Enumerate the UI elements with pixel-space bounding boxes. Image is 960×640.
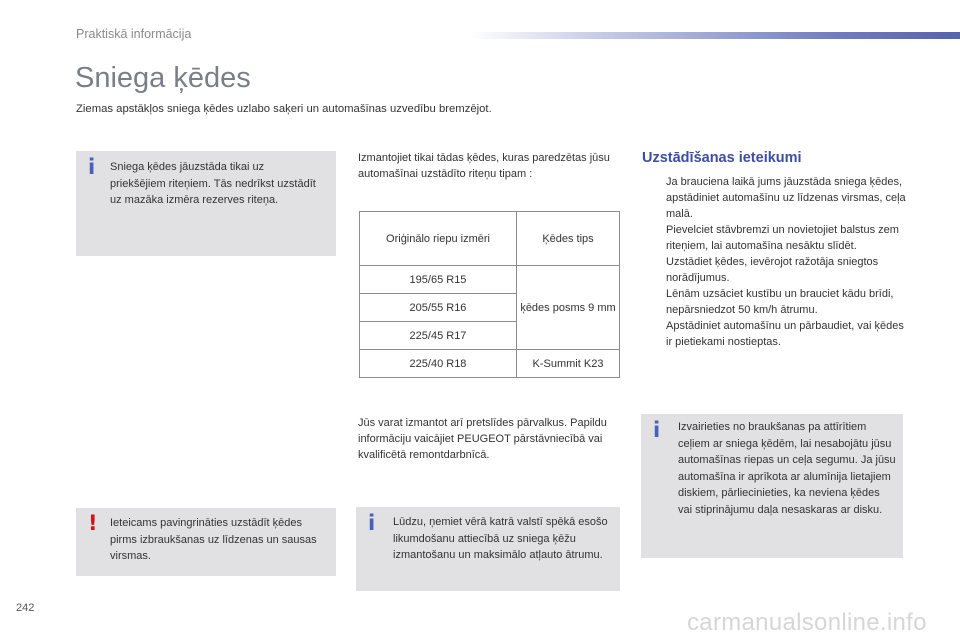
fitting-advice-list — [642, 174, 907, 350]
table-cell-tire-size: 225/40 R18 — [360, 350, 517, 378]
info-box-legislation — [356, 507, 620, 591]
chain-usage-text: Izmantojiet tikai tādas ķēdes, kuras paredzētas jūsu automašīnai uzstādīto riteņu tipam : — [358, 152, 610, 180]
intro-text: Ziemas apstākļos sniega ķēdes uzlabo saķeri un automašīnas uzvedību bremzējot. — [76, 103, 492, 115]
section-header: Praktiskā informācija — [76, 27, 192, 41]
info-rims-text: Izvairieties no braukšanas pa attīrītiem ceļiem ar sniega ķēdēm, lai nesabojātu jūsu automašīnas riepas un ceļa segumu. Ja jūsu automašīna ir aprīkota ar alumīnija lietajiem diskiem, pārliecinieties, ka neviena ķēdes vai stiprinājumu daļa nesaskaras ar disku. — [678, 421, 896, 516]
list-item: Lēnām uzsāciet kustību un brauciet kādu brīdi, nepārsniedzot 50 km/h ātrumu. — [666, 288, 894, 316]
table-header-chain-type: Ķēdes tips — [517, 212, 620, 266]
tire-chain-table — [359, 211, 620, 378]
anti-skid-covers-text: Jūs varat izmantot arī pretslīdes pārvalkus. Papildu informāciju vaicājiet PEUGEOT pārstāvniecībā vai kvalificētā remontdarbnīcā. — [358, 417, 607, 461]
page-number: 242 — [16, 602, 35, 614]
warning-box-practice — [76, 508, 336, 576]
table-cell-tire-size: 195/65 R15 — [360, 266, 517, 294]
list-item: Ja brauciena laikā jums jāuzstāda sniega ķēdes, apstādiniet automašīnu uz līdzenas virsmas, ceļa malā. — [666, 176, 906, 220]
list-item: Apstādiniet automašīnu un pārbaudiet, vai ķēdes ir pietiekami nostieptas. — [666, 320, 904, 348]
table-cell-chain-type: K-Summit K23 — [517, 350, 620, 378]
warning-practice-text: Ieteicams pavingrināties uzstādīt ķēdes pirms izbraukšanas uz līdzenas un sausas virsmas. — [110, 517, 317, 562]
list-item: Uzstādiet ķēdes, ievērojot ražotāja sniegtos norādījumus. — [666, 256, 879, 284]
page-title: Sniega ķēdes — [75, 62, 251, 94]
info-box-alloy-rims — [641, 414, 903, 558]
header-gradient-bar — [470, 32, 960, 39]
table-header-tire-size: Oriģinālo riepu izmēri — [360, 212, 517, 266]
watermark: carmanualsonline.info — [687, 609, 927, 636]
list-item: Pievelciet stāvbremzi un novietojiet balstus zem riteņiem, lai automašīna nesāktu slīdēt. — [666, 224, 899, 252]
info-box-front-wheels — [76, 151, 336, 256]
fitting-advice-title: Uzstādīšanas ieteikumi — [642, 150, 802, 166]
info-front-text: Sniega ķēdes jāuzstāda tikai uz priekšējiem riteņiem. Tās nedrīkst uzstādīt uz mazāka izmēra rezerves riteņa. — [110, 161, 316, 206]
table-cell-tire-size: 225/45 R17 — [360, 322, 517, 350]
info-law-text: Lūdzu, ņemiet vērā katrā valstī spēkā esošo likumdošanu attiecībā uz sniega ķēžu izmantošanu un maksimālo atļauto ātrumu. — [393, 516, 608, 561]
info-icon: i — [88, 155, 96, 179]
info-icon: i — [368, 511, 376, 535]
warning-icon: ! — [88, 511, 98, 535]
table-cell-chain-type: ķēdes posms 9 mm — [517, 266, 620, 350]
info-icon: i — [653, 418, 661, 442]
table-cell-tire-size: 205/55 R16 — [360, 294, 517, 322]
